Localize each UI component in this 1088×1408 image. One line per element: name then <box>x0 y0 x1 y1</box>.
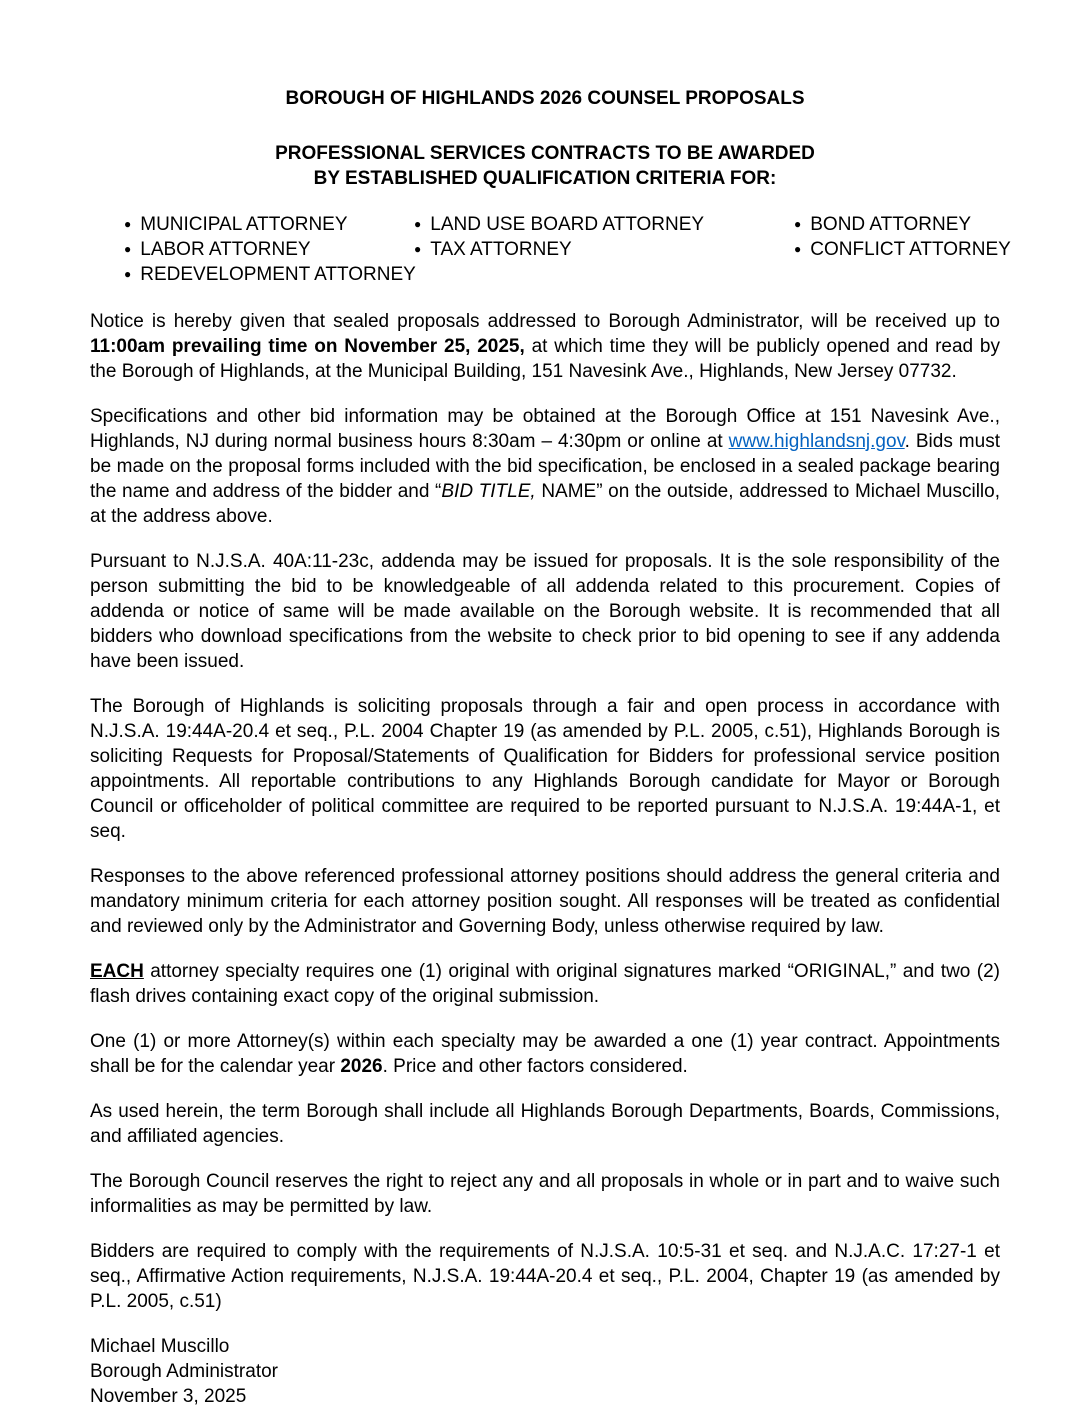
attorney-type-label: REDEVELOPMENT ATTORNEY <box>140 264 416 285</box>
text-segment: Notice is hereby given that sealed proposals addressed to Borough Administrator, will be received up to <box>90 311 1000 332</box>
each-emphasis-text: EACH <box>90 961 144 982</box>
list-item-land-use-board-attorney <box>414 212 794 237</box>
text-segment: The Borough of Highlands is soliciting proposals through a fair and open process in accordance with N.J.S.A. 19:44A-20.4 et seq., P.L. 2004 Chapter 19 (as amended by P.L. 2005, c.51), Highlands Borough is soliciting Requests for Proposal/Statements of Qualification for Bidders for professional service position appointments. All reportable contributions to any Highlands Borough candidate for Mayor or Borough Council or officeholder of political committee are required to be reported pursuant to N.J.S.A. 19:44A-1, et seq. <box>90 696 1000 842</box>
attorney-type-label: LAND USE BOARD ATTORNEY <box>430 214 705 235</box>
paragraph-each-specialty <box>90 959 1000 1009</box>
bullet-icon: ● <box>124 242 132 256</box>
paragraph-rejection-rights <box>90 1169 1000 1219</box>
bid-title-italic-text: BID TITLE, <box>441 481 536 502</box>
list-item-municipal-attorney <box>124 212 414 237</box>
subtitle-line-1: PROFESSIONAL SERVICES CONTRACTS TO BE AWARDED <box>275 143 815 164</box>
document-subtitle <box>90 141 1000 191</box>
attorney-list <box>90 212 1011 287</box>
attorney-type-label: MUNICIPAL ATTORNEY <box>140 214 348 235</box>
text-segment: Bidders are required to comply with the requirements of N.J.S.A. 10:5-31 et seq. and N.J.A.C. 17:27-1 et seq., Affirmative Action requirements, N.J.S.A. 19:44A-20.4 et seq., P.L. 2004, Chapter 19 (as amended by P.L. 2005, c.51) <box>90 1241 1000 1312</box>
text-segment: Responses to the above referenced professional attorney positions should address the general criteria and mandatory minimum criteria for each attorney position sought. All responses will be treated as confidential and reviewed only by the Administrator and Governing Body, unless otherwise required by law. <box>90 866 1000 937</box>
attorney-type-label: BOND ATTORNEY <box>810 214 972 235</box>
bullet-icon: ● <box>124 267 132 281</box>
text-segment: . Price and other factors considered. <box>382 1056 688 1077</box>
signature-title: Borough Administrator <box>90 1361 278 1382</box>
attorney-type-label: CONFLICT ATTORNEY <box>810 239 1011 260</box>
paragraph-addenda <box>90 549 1000 674</box>
text-segment: As used herein, the term Borough shall include all Highlands Borough Departments, Boards, Commissions, and affiliated agencies. <box>90 1101 1000 1147</box>
attorney-column-1 <box>124 212 414 287</box>
list-item-tax-attorney <box>414 237 794 262</box>
attorney-type-label: LABOR ATTORNEY <box>140 239 311 260</box>
text-segment: Specifications and other bid information may be obtained at the Borough Office at 151 Navesink Ave., Highlands, NJ during normal business hours 8:30am – 4:30pm or online at <box>90 406 1000 452</box>
bullet-icon: ● <box>414 217 422 231</box>
text-segment: Pursuant to N.J.S.A. 40A:11-23c, addenda may be issued for proposals. It is the sole responsibility of the person submitting the bid to be knowledgeable of all addenda related to this procurement. Copies of addenda or notice of same will be made available on the Borough website. It is recommended that all bidders who download specifications from the website to check prior to bid opening to see if any addenda have been issued. <box>90 551 1000 672</box>
paragraph-borough-definition <box>90 1099 1000 1149</box>
deadline-bold-text: 11:00am prevailing time on November 25, 2025, <box>90 336 525 357</box>
paragraph-specifications <box>90 404 1000 529</box>
list-item-bond-attorney <box>794 212 1011 237</box>
list-item-redevelopment-attorney <box>124 262 414 287</box>
signature-block <box>90 1334 1000 1408</box>
bullet-icon: ● <box>124 217 132 231</box>
signature-name: Michael Muscillo <box>90 1336 230 1357</box>
paragraph-notice <box>90 309 1000 384</box>
attorney-column-2 <box>414 212 794 287</box>
website-link[interactable]: www.highlandsnj.gov <box>728 431 905 452</box>
text-segment: NAME” on the outside, addressed to Michael Muscillo, at the address above. <box>90 481 1000 527</box>
bullet-icon: ● <box>794 242 802 256</box>
text-segment: . Bids must be made on the proposal forms included with the bid specification, be enclosed in a sealed package bearing the name and address of the bidder and “ <box>90 431 1000 502</box>
text-segment: attorney specialty requires one (1) original with original signatures marked “ORIGINAL,” and two (2) flash drives containing exact copy of the original submission. <box>90 961 1000 1007</box>
text-segment: The Borough Council reserves the right to reject any and all proposals in whole or in part and to waive such informalities as may be permitted by law. <box>90 1171 1000 1217</box>
list-item-labor-attorney <box>124 237 414 262</box>
attorney-column-3 <box>794 212 1011 287</box>
text-segment: at which time they will be publicly opened and read by the Borough of Highlands, at the Municipal Building, 151 Navesink Ave., Highlands, New Jersey 07732. <box>90 336 1000 382</box>
paragraph-compliance <box>90 1239 1000 1314</box>
paragraph-responses <box>90 864 1000 939</box>
year-bold-text: 2026 <box>340 1056 383 1077</box>
subtitle-line-2: BY ESTABLISHED QUALIFICATION CRITERIA FOR: <box>313 168 777 189</box>
bullet-icon: ● <box>794 217 802 231</box>
list-item-conflict-attorney <box>794 237 1011 262</box>
text-segment: One (1) or more Attorney(s) within each specialty may be awarded a one (1) year contract. Appointments shall be for the calendar year <box>90 1031 1000 1077</box>
bullet-icon: ● <box>414 242 422 256</box>
paragraph-contract-term <box>90 1029 1000 1079</box>
signature-date: November 3, 2025 <box>90 1386 247 1407</box>
attorney-type-label: TAX ATTORNEY <box>430 239 572 260</box>
document-title: BOROUGH OF HIGHLANDS 2026 COUNSEL PROPOSALS <box>285 88 805 109</box>
paragraph-fair-open-process <box>90 694 1000 844</box>
